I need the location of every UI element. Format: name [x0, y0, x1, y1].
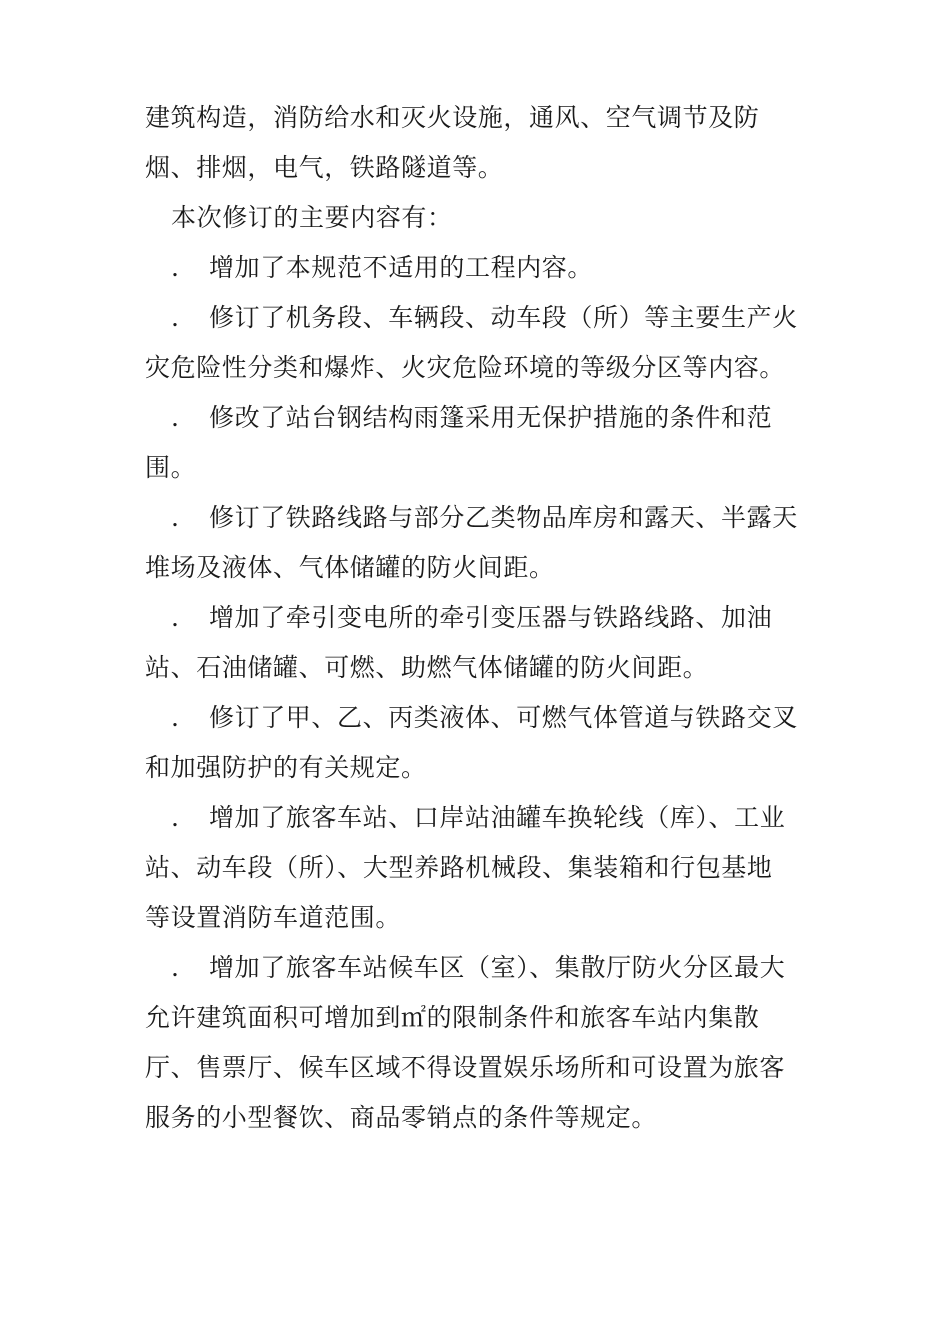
list-item-continuation: 允许建筑面积可增加到㎡的限制条件和旅客车站内集散: [145, 1003, 760, 1032]
list-item-continuation: 灾危险性分类和爆炸、火灾危险环境的等级分区等内容。: [145, 353, 786, 382]
bullet-dot: .: [171, 253, 180, 282]
list-item-continuation: 站、动车段（所）、大型养路机械段、集装箱和行包基地: [145, 853, 773, 882]
section-intro: 本次修订的主要内容有：: [171, 203, 453, 232]
list-item: . 修订了甲、乙、丙类液体、可燃气体管道与铁路交叉: [171, 703, 798, 732]
list-item-continuation: 堆场及液体、气体储罐的防火间距。: [145, 553, 555, 582]
bullet-dot: .: [171, 303, 180, 332]
bullet-dot: .: [171, 953, 180, 982]
list-item-continuation: 站、石油储罐、可燃、助燃气体储罐的防火间距。: [145, 653, 709, 682]
list-item-continuation: 厅、售票厅、候车区域不得设置娱乐场所和可设置为旅客: [145, 1053, 786, 1082]
list-item: . 修改了站台钢结构雨篷采用无保护措施的条件和范: [171, 403, 773, 432]
list-item: . 增加了本规范不适用的工程内容。: [171, 253, 594, 282]
bullet-dot: .: [171, 503, 180, 532]
paragraph-line: 烟、排烟，电气，铁路隧道等。: [145, 153, 504, 182]
list-item-continuation: 和加强防护的有关规定。: [145, 753, 427, 782]
list-item: . 增加了旅客车站、口岸站油罐车换轮线（库）、工业: [171, 803, 786, 832]
list-item: . 增加了牵引变电所的牵引变压器与铁路线路、加油: [171, 603, 773, 632]
list-item: . 修订了铁路线路与部分乙类物品库房和露天、半露天: [171, 503, 798, 532]
list-item: . 增加了旅客车站候车区（室）、集散厅防火分区最大: [171, 953, 786, 982]
list-item-continuation: 服务的小型餐饮、商品零销点的条件等规定。: [145, 1103, 658, 1132]
list-item: . 修订了机务段、车辆段、动车段（所）等主要生产火: [171, 303, 798, 332]
list-item-continuation: 等设置消防车道范围。: [145, 903, 402, 932]
bullet-dot: .: [171, 803, 180, 832]
list-item-continuation: 围。: [145, 453, 197, 482]
paragraph-line: 建筑构造，消防给水和灭火设施，通风、空气调节及防: [145, 103, 760, 132]
bullet-dot: .: [171, 403, 180, 432]
bullet-dot: .: [171, 603, 180, 632]
bullet-dot: .: [171, 703, 180, 732]
